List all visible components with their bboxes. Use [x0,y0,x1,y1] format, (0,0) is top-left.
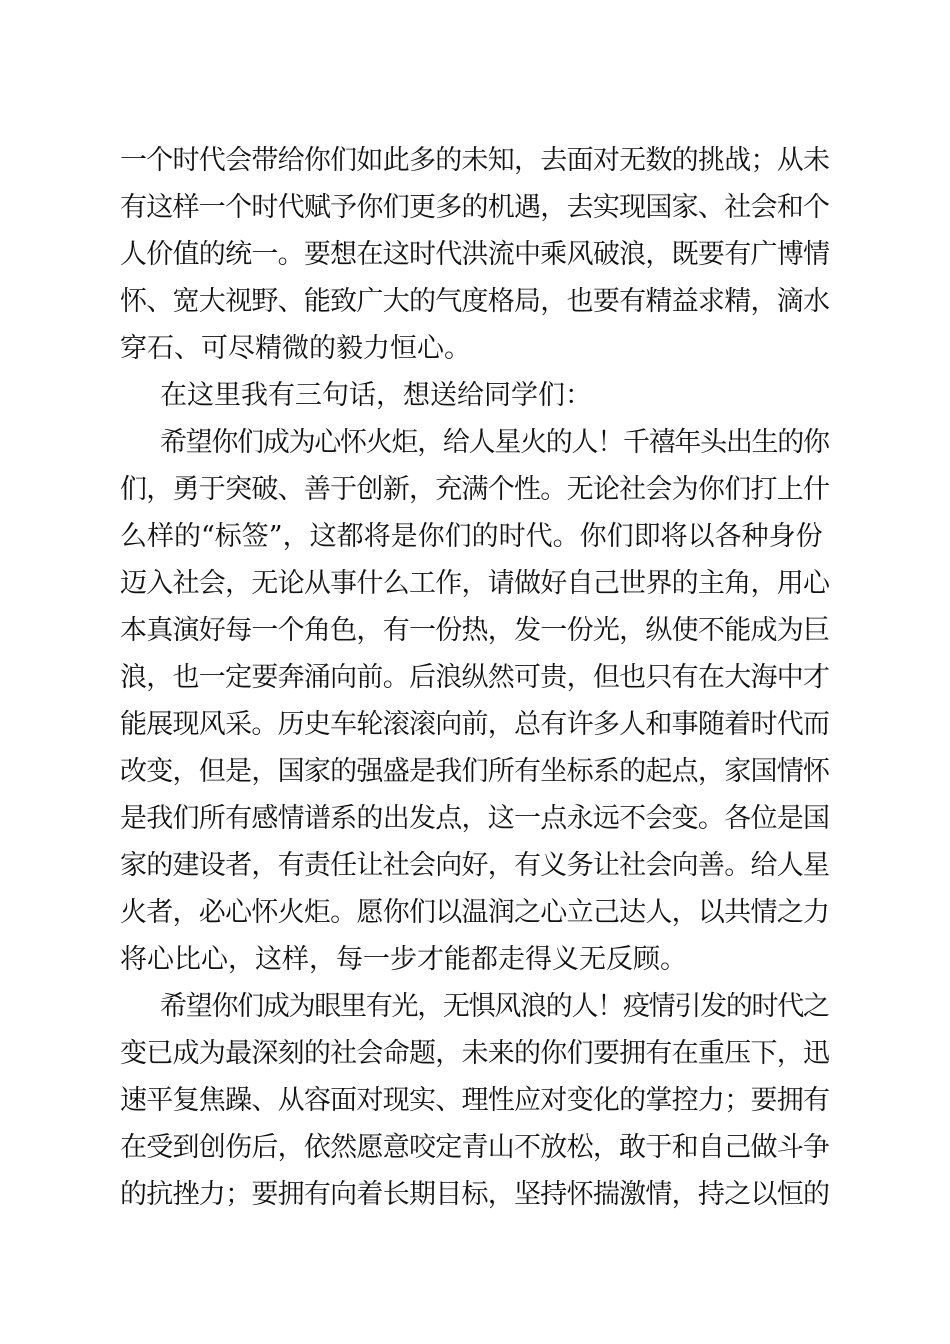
text-line: 迈入社会，无论从事什么工作，请做好自己世界的主角，用心 [120,568,830,599]
text-line: 在这里我有三句话，想送给同学们： [160,380,592,411]
text-line: 火者，必心怀火炬。愿你们以温润之心立己达人，以共情之力 [120,897,830,928]
text-line: 将心比心，这样，每一步才能都走得义无反顾。 [120,944,687,975]
text-line: 们，勇于突破、善于创新，充满个性。无论社会为你们打上什 [120,474,830,505]
paragraph-p4 [120,983,830,1218]
text-line: 人价值的统一。要想在这时代洪流中乘风破浪，既要有广博情 [120,239,830,270]
text-line: 怀、宽大视野、能致广大的气度格局，也要有精益求精，滴水 [120,286,830,317]
text-line: 本真演好每一个角色，有一份热，发一份光，纵使不能成为巨 [120,615,830,646]
text-line: 希望你们成为眼里有光，无惧风浪的人！疫情引发的时代之 [160,991,829,1022]
text-line: 有这样一个时代赋予你们更多的机遇，去实现国家、社会和个 [120,192,830,223]
text-line: 改变，但是，国家的强盛是我们所有坐标系的起点，家国情怀 [120,756,830,787]
text-line: 希望你们成为心怀火炬，给人星火的人！千禧年头出生的你 [160,427,829,458]
text-line: 速平复焦躁、从容面对现实、理性应对变化的掌控力；要拥有 [120,1085,830,1116]
text-line: 穿石、可尽精微的毅力恒心。 [120,333,471,364]
text-line: 浪，也一定要奔涌向前。后浪纵然可贵，但也只有在大海中才 [120,662,830,693]
paragraph-p1 [120,137,830,372]
text-line: 是我们所有感情谱系的出发点，这一点永远不会变。各位是国 [120,803,830,834]
text-line: 家的建设者，有责任让社会向好，有义务让社会向善。给人星 [120,850,830,881]
text-line: 一个时代会带给你们如此多的未知，去面对无数的挑战；从未 [120,145,830,176]
text-line: 的抗挫力；要拥有向着长期目标，坚持怀揣激情，持之以恒的 [120,1179,830,1210]
document-body [120,137,830,1218]
text-line: 么样的“标签”，这都将是你们的时代。你们即将以各种身份 [120,521,823,552]
paragraph-p3 [120,419,830,983]
text-line: 在受到创伤后，依然愿意咬定青山不放松，敢于和自己做斗争 [120,1132,830,1163]
text-line: 能展现风采。历史车轮滚滚向前，总有许多人和事随着时代而 [120,709,830,740]
paragraph-p2 [120,372,830,419]
text-line: 变已成为最深刻的社会命题，未来的你们要拥有在重压下，迅 [120,1038,830,1069]
